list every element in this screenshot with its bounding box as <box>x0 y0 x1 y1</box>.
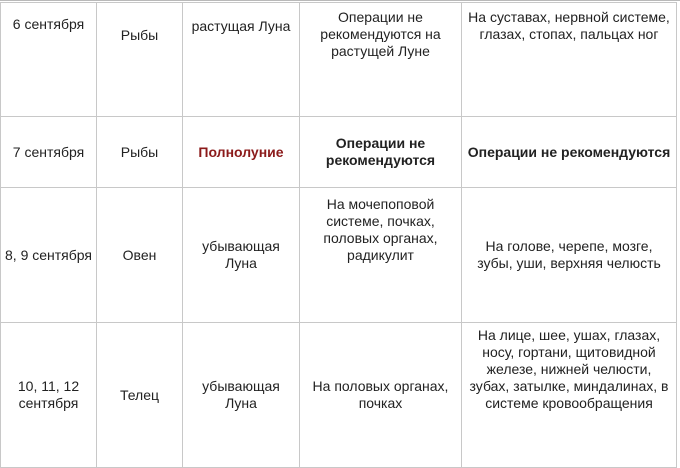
table-row <box>1 3 677 117</box>
zodiac-cell: Телец <box>97 323 183 468</box>
organs-cell: На голове, черепе, мозге, зубы, уши, верхняя челюсть <box>462 188 677 323</box>
date-cell: 10, 11, 12 сентября <box>1 323 97 468</box>
table-row <box>1 117 677 188</box>
zodiac-cell: Рыбы <box>97 3 183 117</box>
date-cell: 6 сентября <box>1 3 97 117</box>
moon-phase-cell: убывающая Луна <box>183 188 300 323</box>
operations-cell: Операции не рекомендуются на растущей Луне <box>300 3 462 117</box>
organs-cell: На суставах, нервной системе, глазах, стопах, пальцах ног <box>462 3 677 117</box>
organs-cell: Операции не рекомендуются <box>462 117 677 188</box>
moon-phase-cell: Полнолуние <box>183 117 300 188</box>
table-row <box>1 323 677 468</box>
moon-phase-cell: растущая Луна <box>183 3 300 117</box>
operations-cell: На половых органах, почках <box>300 323 462 468</box>
zodiac-cell: Рыбы <box>97 117 183 188</box>
operations-cell: На мочепоповой системе, почках, половых органах, радикулит <box>300 188 462 323</box>
organs-cell: На лице, шее, ушах, глазах, носу, гортани, щитовидной железе, нижней челюсти, зубах, затылке, миндалинах, в системе кровообращения <box>462 323 677 468</box>
date-cell: 7 сентября <box>1 117 97 188</box>
zodiac-cell: Овен <box>97 188 183 323</box>
operations-cell: Операции не рекомендуются <box>300 117 462 188</box>
moon-phase-cell: убывающая Луна <box>183 323 300 468</box>
table-row <box>1 188 677 323</box>
surgery-calendar-table <box>0 2 677 468</box>
date-cell: 8, 9 сентября <box>1 188 97 323</box>
